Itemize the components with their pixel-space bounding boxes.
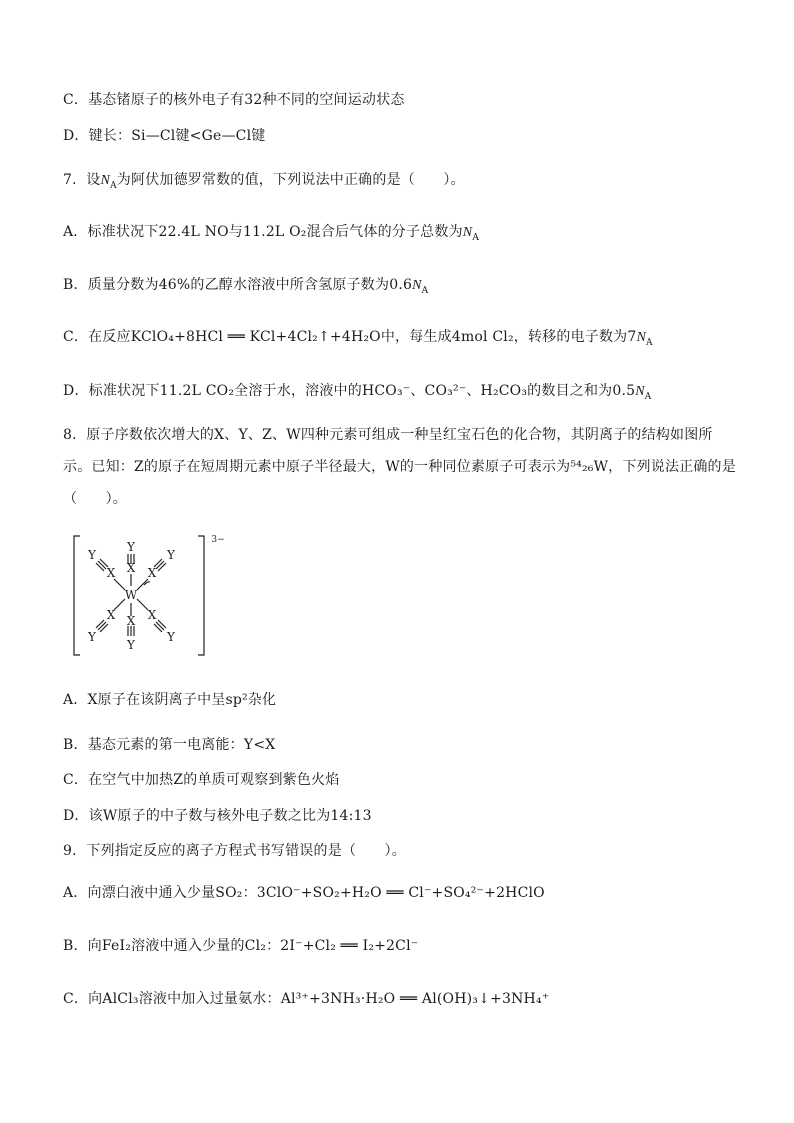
q7-option-b: B．质量分数为46%的乙醇水溶液中所含氢原子数为$0.6N_A$: [63, 277, 429, 296]
q9-option-b: B．向FeI₂溶液中通入少量的Cl₂：2I⁻+Cl₂ ══ I₂+2Cl⁻: [63, 938, 419, 954]
q9-option-a: A．向漂白液中通入少量SO₂：3ClO⁻+SO₂+H₂O ══ Cl⁻+SO₄²⁻+2HClO: [63, 885, 545, 901]
atom-y-tl: Y: [88, 548, 96, 562]
atom-y-top: Y: [127, 540, 135, 554]
q8-option-b: B．基态元素的第一电离能：Y<X: [63, 737, 276, 753]
question-8-line3: （ ）。: [63, 491, 127, 507]
q8-option-c: C．在空气中加热Z的单质可观察到紫色火焰: [63, 772, 340, 788]
atom-y-br: Y: [167, 630, 175, 644]
atom-x-top: X: [126, 561, 136, 575]
q9-option-c: C．向AlCl₃溶液中加入过量氨水：Al³⁺+3NH₃·H₂O ══ Al(OH)₃↓+3NH₄⁺: [63, 991, 550, 1007]
option-c-germanium: C．基态锗原子的核外电子有32种不同的空间运动状态: [63, 92, 405, 108]
q7-option-c: C．在反应KClO₄+8HCl ══ KCl+4Cl₂↑+4H₂O中，每生成4mol Cl₂，转移的电子数为$7N_A$: [63, 329, 653, 348]
atom-y-bottom: Y: [127, 638, 135, 652]
ion-charge: 3−: [211, 535, 225, 545]
q7-option-a: A．标准状况下22.4L NO与11.2L O₂混合后气体的分子总数为$N_A$: [63, 224, 480, 243]
question-7: 7．设$N_A$为阿伏加德罗常数的值，下列说法中正确的是（ ）。: [63, 172, 465, 191]
atom-x-bl: X: [106, 608, 116, 622]
question-9: 9．下列指定反应的离子方程式书写错误的是（ ）。: [63, 843, 406, 859]
atom-y-tr: Y: [167, 548, 175, 562]
atom-w: W: [124, 588, 138, 602]
atom-x-bottom: X: [126, 614, 136, 628]
anion-structure-diagram: [70, 528, 240, 663]
atom-x-br: X: [147, 608, 157, 622]
q8-option-d: D．该W原子的中子数与核外电子数之比为14:13: [63, 808, 372, 824]
question-8-line1: 8．原子序数依次增大的X、Y、Z、W四种元素可组成一种呈红宝石色的化合物，其阴离子的结构如图所: [63, 427, 713, 443]
q8-option-a: A．X原子在该阴离子中呈sp²杂化: [63, 692, 277, 708]
atom-x-tl: X: [106, 566, 116, 580]
atom-y-bl: Y: [88, 630, 96, 644]
question-8-line2: 示。已知：Z的原子在短周期元素中原子半径最大，W的一种同位素原子可表示为⁵⁴₂₆W，下列说法正确的是: [63, 459, 736, 475]
atom-x-tr: X: [147, 566, 157, 580]
q7-option-d: D．标准状况下11.2L CO₂全溶于水，溶液中的HCO₃⁻、CO₃²⁻、H₂CO₃的数目之和为$0.5N_A$: [63, 383, 652, 402]
option-d-bond-length: D．键长：Si—Cl键<Ge—Cl键: [63, 128, 266, 144]
